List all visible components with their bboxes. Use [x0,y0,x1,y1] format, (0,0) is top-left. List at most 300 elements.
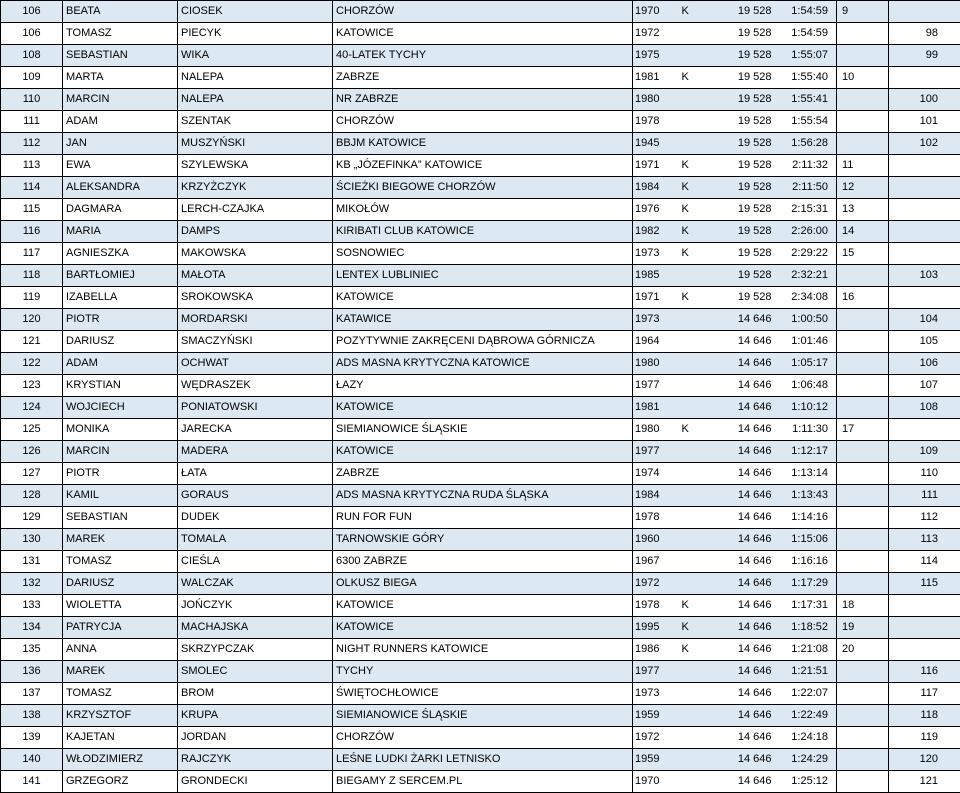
category-cell [679,111,701,133]
men-rank-cell [889,595,960,617]
club-cell: KATOWICE [333,617,633,639]
men-rank-cell: 103 [889,265,960,287]
women-rank-cell [837,485,889,507]
first-name-cell: MARCIN [63,441,178,463]
club-cell: SIEMIANOWICE ŚLĄSKIE [333,419,633,441]
table-row [1,1,960,23]
men-rank-cell: 99 [889,45,960,67]
club-cell: KB „JÓZEFINKA” KATOWICE [333,155,633,177]
men-rank-cell: 117 [889,683,960,705]
women-rank-cell: 10 [837,67,889,89]
birth-year-cell: 1978 [633,507,679,529]
time-cell: 1:11:30 [775,419,837,441]
category-cell: K [679,221,701,243]
time-cell: 1:06:48 [775,375,837,397]
distance-cell: 14 646 [701,397,775,419]
distance-cell: 14 646 [701,639,775,661]
table-row [1,177,960,199]
place-cell: 140 [1,749,63,771]
men-rank-cell [889,617,960,639]
place-cell: 129 [1,507,63,529]
first-name-cell: JAN [63,133,178,155]
first-name-cell: MAREK [63,661,178,683]
club-cell: ADS MASNA KRYTYCZNA KATOWICE [333,353,633,375]
first-name-cell: AGNIESZKA [63,243,178,265]
club-cell: LENTEX LUBLINIEC [333,265,633,287]
category-cell [679,23,701,45]
time-cell: 1:22:07 [775,683,837,705]
table-row [1,573,960,595]
last-name-cell: MAKOWSKA [178,243,333,265]
birth-year-cell: 1972 [633,23,679,45]
distance-cell: 19 528 [701,265,775,287]
birth-year-cell: 1981 [633,67,679,89]
birth-year-cell: 1960 [633,529,679,551]
women-rank-cell [837,89,889,111]
club-cell: SIEMIANOWICE ŚLĄSKIE [333,705,633,727]
category-cell: K [679,1,701,23]
table-row [1,111,960,133]
men-rank-cell: 120 [889,749,960,771]
club-cell: ZABRZE [333,67,633,89]
birth-year-cell: 1967 [633,551,679,573]
time-cell: 2:34:08 [775,287,837,309]
men-rank-cell: 98 [889,23,960,45]
last-name-cell: MUSZYŃSKI [178,133,333,155]
club-cell: KATOWICE [333,595,633,617]
women-rank-cell: 18 [837,595,889,617]
time-cell: 1:25:12 [775,771,837,793]
first-name-cell: ANNA [63,639,178,661]
time-cell: 1:15:06 [775,529,837,551]
first-name-cell: KRYSTIAN [63,375,178,397]
distance-cell: 19 528 [701,111,775,133]
last-name-cell: CIEŚLA [178,551,333,573]
time-cell: 1:17:31 [775,595,837,617]
distance-cell: 14 646 [701,463,775,485]
last-name-cell: WIKA [178,45,333,67]
place-cell: 131 [1,551,63,573]
distance-cell: 14 646 [701,705,775,727]
club-cell: POZYTYWNIE ZAKRĘCENI DĄBROWA GÓRNICZA [333,331,633,353]
club-cell: CHORZÓW [333,727,633,749]
last-name-cell: CIOSEK [178,1,333,23]
place-cell: 126 [1,441,63,463]
place-cell: 118 [1,265,63,287]
time-cell: 1:24:29 [775,749,837,771]
distance-cell: 14 646 [701,595,775,617]
time-cell: 1:14:16 [775,507,837,529]
last-name-cell: SZYLEWSKA [178,155,333,177]
birth-year-cell: 1980 [633,353,679,375]
place-cell: 119 [1,287,63,309]
distance-cell: 14 646 [701,309,775,331]
table-row [1,45,960,67]
birth-year-cell: 1945 [633,133,679,155]
first-name-cell: WOJCIECH [63,397,178,419]
men-rank-cell [889,199,960,221]
last-name-cell: SZENTAK [178,111,333,133]
club-cell: KATOWICE [333,441,633,463]
place-cell: 120 [1,309,63,331]
birth-year-cell: 1981 [633,397,679,419]
club-cell: ZABRZE [333,463,633,485]
distance-cell: 19 528 [701,177,775,199]
place-cell: 133 [1,595,63,617]
club-cell: KATOWICE [333,287,633,309]
birth-year-cell: 1970 [633,1,679,23]
time-cell: 1:56:28 [775,133,837,155]
women-rank-cell: 16 [837,287,889,309]
table-row [1,639,960,661]
first-name-cell: DARIUSZ [63,331,178,353]
category-cell: K [679,617,701,639]
time-cell: 2:11:32 [775,155,837,177]
birth-year-cell: 1977 [633,441,679,463]
place-cell: 124 [1,397,63,419]
club-cell: NIGHT RUNNERS KATOWICE [333,639,633,661]
women-rank-cell [837,331,889,353]
category-cell [679,485,701,507]
table-row [1,67,960,89]
first-name-cell: MARIA [63,221,178,243]
first-name-cell: ADAM [63,353,178,375]
first-name-cell: DARIUSZ [63,573,178,595]
first-name-cell: MAREK [63,529,178,551]
men-rank-cell [889,221,960,243]
women-rank-cell [837,727,889,749]
first-name-cell: WIOLETTA [63,595,178,617]
time-cell: 2:26:00 [775,221,837,243]
women-rank-cell: 9 [837,1,889,23]
last-name-cell: MAŁOTA [178,265,333,287]
distance-cell: 19 528 [701,155,775,177]
men-rank-cell: 121 [889,771,960,793]
table-row [1,287,960,309]
distance-cell: 14 646 [701,529,775,551]
time-cell: 1:55:54 [775,111,837,133]
last-name-cell: NALEPA [178,89,333,111]
place-cell: 117 [1,243,63,265]
club-cell: KIRIBATI CLUB KATOWICE [333,221,633,243]
time-cell: 1:18:52 [775,617,837,639]
time-cell: 1:16:16 [775,551,837,573]
place-cell: 110 [1,89,63,111]
category-cell [679,441,701,463]
club-cell: TARNOWSKIE GÓRY [333,529,633,551]
birth-year-cell: 1978 [633,111,679,133]
place-cell: 139 [1,727,63,749]
last-name-cell: BROM [178,683,333,705]
distance-cell: 19 528 [701,287,775,309]
table-row [1,683,960,705]
time-cell: 1:01:46 [775,331,837,353]
men-rank-cell: 111 [889,485,960,507]
category-cell [679,661,701,683]
men-rank-cell: 116 [889,661,960,683]
table-row [1,89,960,111]
table-row [1,155,960,177]
birth-year-cell: 1971 [633,155,679,177]
club-cell: CHORZÓW [333,111,633,133]
table-row [1,705,960,727]
first-name-cell: PIOTR [63,309,178,331]
distance-cell: 14 646 [701,683,775,705]
place-cell: 112 [1,133,63,155]
table-row [1,243,960,265]
last-name-cell: LERCH-CZAJKA [178,199,333,221]
place-cell: 136 [1,661,63,683]
men-rank-cell: 109 [889,441,960,463]
category-cell [679,749,701,771]
women-rank-cell [837,265,889,287]
first-name-cell: WŁODZIMIERZ [63,749,178,771]
category-cell: K [679,199,701,221]
distance-cell: 14 646 [701,551,775,573]
category-cell [679,529,701,551]
birth-year-cell: 1982 [633,221,679,243]
men-rank-cell: 104 [889,309,960,331]
birth-year-cell: 1977 [633,661,679,683]
distance-cell: 19 528 [701,243,775,265]
birth-year-cell: 1959 [633,749,679,771]
birth-year-cell: 1986 [633,639,679,661]
club-cell: 6300 ZABRZE [333,551,633,573]
birth-year-cell: 1995 [633,617,679,639]
club-cell: NR ZABRZE [333,89,633,111]
last-name-cell: WĘDRASZEK [178,375,333,397]
club-cell: KATAWICE [333,309,633,331]
first-name-cell: SEBASTIAN [63,45,178,67]
first-name-cell: SEBASTIAN [63,507,178,529]
women-rank-cell [837,529,889,551]
first-name-cell: ALEKSANDRA [63,177,178,199]
club-cell: OLKUSZ BIEGA [333,573,633,595]
men-rank-cell: 101 [889,111,960,133]
time-cell: 1:55:40 [775,67,837,89]
club-cell: BBJM KATOWICE [333,133,633,155]
time-cell: 1:55:07 [775,45,837,67]
women-rank-cell [837,45,889,67]
men-rank-cell: 107 [889,375,960,397]
table-row [1,375,960,397]
women-rank-cell [837,375,889,397]
birth-year-cell: 1972 [633,727,679,749]
distance-cell: 19 528 [701,221,775,243]
place-cell: 111 [1,111,63,133]
category-cell [679,771,701,793]
place-cell: 115 [1,199,63,221]
place-cell: 125 [1,419,63,441]
place-cell: 106 [1,1,63,23]
men-rank-cell: 105 [889,331,960,353]
category-cell [679,331,701,353]
first-name-cell: ADAM [63,111,178,133]
time-cell: 2:32:21 [775,265,837,287]
category-cell: K [679,155,701,177]
last-name-cell: MORDARSKI [178,309,333,331]
first-name-cell: PATRYCJA [63,617,178,639]
women-rank-cell [837,353,889,375]
distance-cell: 14 646 [701,485,775,507]
category-cell [679,265,701,287]
distance-cell: 14 646 [701,617,775,639]
category-cell [679,551,701,573]
men-rank-cell: 100 [889,89,960,111]
table-row [1,727,960,749]
women-rank-cell [837,749,889,771]
category-cell: K [679,639,701,661]
women-rank-cell: 13 [837,199,889,221]
place-cell: 137 [1,683,63,705]
category-cell: K [679,177,701,199]
category-cell [679,45,701,67]
category-cell: K [679,419,701,441]
time-cell: 2:29:22 [775,243,837,265]
birth-year-cell: 1970 [633,771,679,793]
time-cell: 2:15:31 [775,199,837,221]
category-cell [679,397,701,419]
women-rank-cell [837,683,889,705]
distance-cell: 19 528 [701,199,775,221]
first-name-cell: KAMIL [63,485,178,507]
table-row [1,265,960,287]
women-rank-cell: 12 [837,177,889,199]
club-cell: TYCHY [333,661,633,683]
first-name-cell: BEATA [63,1,178,23]
table-row [1,309,960,331]
table-row [1,221,960,243]
place-cell: 114 [1,177,63,199]
men-rank-cell [889,419,960,441]
women-rank-cell: 14 [837,221,889,243]
table-row [1,617,960,639]
time-cell: 1:05:17 [775,353,837,375]
category-cell: K [679,287,701,309]
category-cell [679,507,701,529]
place-cell: 106 [1,23,63,45]
time-cell: 1:21:51 [775,661,837,683]
time-cell: 1:10:12 [775,397,837,419]
last-name-cell: SMOLEC [178,661,333,683]
birth-year-cell: 1972 [633,573,679,595]
women-rank-cell [837,573,889,595]
time-cell: 1:55:41 [775,89,837,111]
women-rank-cell [837,441,889,463]
category-cell: K [679,595,701,617]
club-cell: ŚCIEŻKI BIEGOWE CHORZÓW [333,177,633,199]
last-name-cell: NALEPA [178,67,333,89]
men-rank-cell: 113 [889,529,960,551]
table-row [1,199,960,221]
table-row [1,485,960,507]
women-rank-cell [837,309,889,331]
men-rank-cell: 119 [889,727,960,749]
place-cell: 116 [1,221,63,243]
club-cell: LEŚNE LUDKI ŻARKI LETNISKO [333,749,633,771]
club-cell: KATOWICE [333,397,633,419]
place-cell: 128 [1,485,63,507]
category-cell [679,89,701,111]
first-name-cell: KAJETAN [63,727,178,749]
table-row [1,397,960,419]
category-cell [679,727,701,749]
distance-cell: 14 646 [701,749,775,771]
last-name-cell: GRONDECKI [178,771,333,793]
birth-year-cell: 1980 [633,89,679,111]
table-row [1,595,960,617]
birth-year-cell: 1973 [633,243,679,265]
last-name-cell: MACHAJSKA [178,617,333,639]
distance-cell: 19 528 [701,1,775,23]
women-rank-cell [837,507,889,529]
last-name-cell: WALCZAK [178,573,333,595]
last-name-cell: KRZYŻCZYK [178,177,333,199]
place-cell: 109 [1,67,63,89]
place-cell: 108 [1,45,63,67]
table-row [1,463,960,485]
club-cell: ŁAZY [333,375,633,397]
women-rank-cell [837,661,889,683]
first-name-cell: TOMASZ [63,551,178,573]
women-rank-cell [837,705,889,727]
category-cell [679,353,701,375]
women-rank-cell [837,551,889,573]
men-rank-cell: 106 [889,353,960,375]
table-row [1,771,960,793]
last-name-cell: ŁATA [178,463,333,485]
men-rank-cell: 112 [889,507,960,529]
place-cell: 135 [1,639,63,661]
first-name-cell: KRZYSZTOF [63,705,178,727]
men-rank-cell [889,287,960,309]
club-cell: ADS MASNA KRYTYCZNA RUDA ŚLĄSKA [333,485,633,507]
first-name-cell: DAGMARA [63,199,178,221]
place-cell: 113 [1,155,63,177]
last-name-cell: RAJCZYK [178,749,333,771]
time-cell: 1:13:43 [775,485,837,507]
distance-cell: 19 528 [701,133,775,155]
place-cell: 122 [1,353,63,375]
birth-year-cell: 1984 [633,485,679,507]
distance-cell: 14 646 [701,507,775,529]
last-name-cell: MADERA [178,441,333,463]
category-cell [679,463,701,485]
time-cell: 1:22:49 [775,705,837,727]
category-cell: K [679,67,701,89]
birth-year-cell: 1971 [633,287,679,309]
category-cell [679,573,701,595]
club-cell: CHORZÓW [333,1,633,23]
category-cell [679,683,701,705]
club-cell: SOSNOWIEC [333,243,633,265]
birth-year-cell: 1984 [633,177,679,199]
time-cell: 1:17:29 [775,573,837,595]
birth-year-cell: 1975 [633,45,679,67]
distance-cell: 14 646 [701,661,775,683]
place-cell: 132 [1,573,63,595]
category-cell [679,705,701,727]
birth-year-cell: 1976 [633,199,679,221]
distance-cell: 14 646 [701,573,775,595]
first-name-cell: TOMASZ [63,683,178,705]
distance-cell: 14 646 [701,441,775,463]
men-rank-cell: 102 [889,133,960,155]
place-cell: 121 [1,331,63,353]
table-row [1,661,960,683]
women-rank-cell: 15 [837,243,889,265]
club-cell: KATOWICE [333,23,633,45]
